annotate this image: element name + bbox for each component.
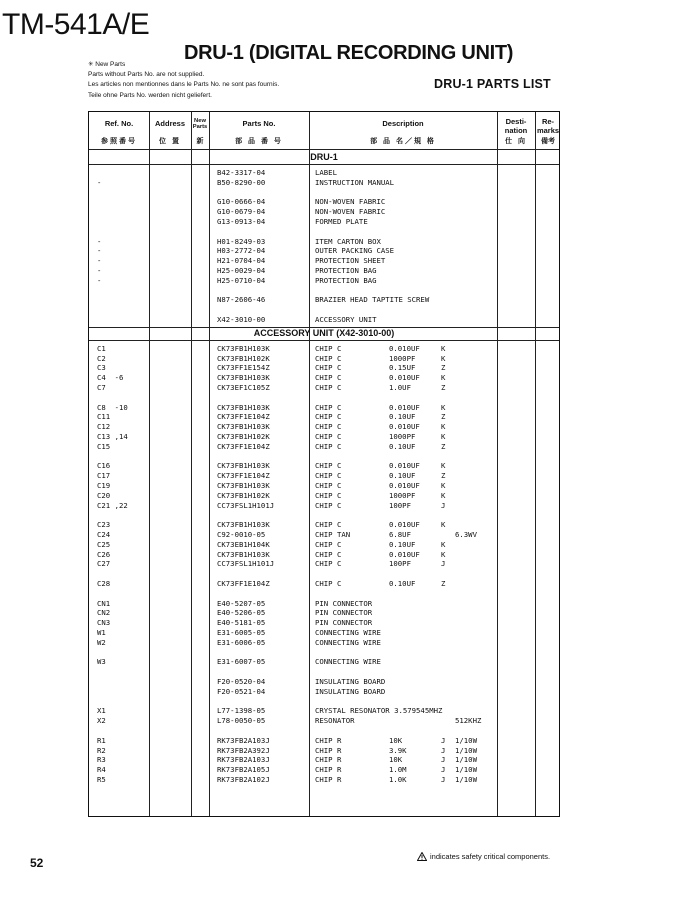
row-rating: 1/10W (455, 745, 477, 755)
row-value: 6.8UF (389, 530, 411, 539)
column-header-ref-jp: 参照番号 (101, 138, 137, 145)
row-ref: C8 -10 (97, 402, 128, 412)
row-description: CHIP C (315, 383, 342, 392)
table-row (89, 315, 559, 325)
table-row (89, 266, 559, 276)
section-rule (89, 164, 559, 165)
row-part-number: E40-5207-05 (217, 598, 266, 608)
column-header-new-line2: Parts (192, 124, 208, 131)
column-header-destination-line2: nation (504, 126, 528, 135)
row-description: CHIP C (315, 441, 342, 451)
column-header-new-jp: 新 (196, 138, 204, 145)
row-description: CHIP C (315, 579, 342, 588)
row-part-number: G10-0679-04 (217, 207, 266, 217)
row-rating: 1/10W (455, 775, 477, 784)
table-row (89, 687, 559, 697)
row-tolerance: K (441, 490, 446, 500)
row-part-number: CK73FF1E104Z (217, 441, 270, 451)
table-row (89, 520, 559, 530)
row-ref: C16 (97, 461, 111, 471)
row-description: CHIP TAN (315, 530, 351, 539)
row-part-number: RK73FB2A103J (217, 755, 270, 765)
row-part-number: CK73FF1E104Z (217, 579, 270, 588)
row-description: CHIP C (315, 343, 342, 353)
row-part-number: CK73FB1H102K (217, 490, 270, 500)
row-description: CHIP C (315, 500, 342, 510)
row-rating: 1/10W (455, 755, 477, 765)
table-row (89, 207, 559, 217)
row-part-number: CC73FSL1H101J (217, 559, 275, 569)
row-ref: C4 -6 (97, 373, 124, 383)
row-ref: R5 (97, 775, 106, 784)
row-tolerance: K (441, 422, 446, 432)
table-row (89, 599, 559, 609)
row-part-number: RK73FB2A105J (217, 765, 270, 775)
row-ref: C1 (97, 343, 106, 353)
table-row (89, 491, 559, 501)
row-value: 100PF (389, 500, 411, 510)
row-part-number: F20-0520-04 (217, 677, 266, 686)
parts-table (88, 111, 560, 817)
row-ref: - (97, 177, 102, 187)
row-ref: C27 (97, 559, 111, 569)
column-header-new (191, 118, 209, 131)
row-part-number: RK73FB2A102J (217, 775, 270, 784)
row-tolerance: Z (441, 383, 446, 392)
row-description: CHIP C (315, 471, 342, 481)
table-row (89, 579, 559, 589)
row-part-number: G13-0913-04 (217, 217, 266, 226)
row-value: 100PF (389, 559, 411, 569)
row-tolerance: K (441, 539, 446, 549)
row-ref: C7 (97, 383, 106, 392)
row-part-number: RK73FB2A392J (217, 745, 270, 755)
table-row (89, 256, 559, 266)
row-ref: - (97, 266, 102, 275)
row-part-number: B50-8290-00 (217, 177, 266, 187)
table-row (89, 246, 559, 256)
row-description: BRAZIER HEAD TAPTITE SCREW (315, 295, 430, 305)
row-description: CHIP C (315, 363, 342, 373)
table-row (89, 295, 559, 305)
section-rule (89, 340, 559, 341)
row-description: CHIP C (315, 559, 342, 569)
row-ref: C20 (97, 490, 111, 500)
table-row (89, 178, 559, 188)
table-row (89, 677, 559, 687)
table-row (89, 618, 559, 628)
row-ref: - (97, 236, 102, 246)
row-ref: C21 ,22 (97, 500, 128, 510)
row-tolerance: K (441, 402, 446, 412)
row-ref: W1 (97, 628, 106, 637)
row-value: 0.010UF (389, 481, 420, 490)
table-row (89, 638, 559, 648)
row-value: 0.010UF (389, 343, 420, 353)
row-ref: W2 (97, 637, 106, 647)
row-tolerance: Z (441, 363, 446, 373)
row-tolerance: K (441, 373, 446, 383)
row-description: CHIP C (315, 539, 342, 549)
table-row (89, 471, 559, 481)
row-description: PROTECTION BAG (315, 275, 377, 285)
column-header-new-line1: New (194, 118, 206, 124)
row-part-number: E31-6007-05 (217, 657, 266, 667)
row-ref: R3 (97, 755, 106, 765)
row-part-number: CK73FB1H103K (217, 520, 270, 530)
warning-triangle-icon (417, 852, 427, 861)
row-value: 10K (389, 755, 403, 765)
row-ref: C25 (97, 539, 111, 549)
row-part-number: H21-0704-04 (217, 256, 266, 266)
row-part-number: X42-3010-00 (217, 315, 266, 324)
column-header-destination-line1: Desti- (505, 117, 527, 126)
row-value: 0.10UF (389, 412, 416, 422)
table-row (89, 657, 559, 667)
row-description: CHIP C (315, 402, 342, 412)
row-value: 0.010UF (389, 549, 420, 559)
row-description: CONNECTING WIRE (315, 657, 381, 667)
header-rule (89, 149, 559, 150)
row-ref: C17 (97, 471, 111, 481)
row-description: CRYSTAL RESONATOR 3.579545MHZ (315, 706, 443, 716)
section-title: DRU-1 (310, 152, 338, 162)
safety-note (417, 852, 550, 861)
table-row (89, 217, 559, 227)
table-row (89, 481, 559, 491)
row-tolerance: J (441, 775, 446, 784)
row-part-number: C92-0010-05 (217, 530, 266, 539)
legend-line: Teile ohne Parts No. werden nicht geliefert. (88, 91, 212, 99)
row-description: CHIP C (315, 490, 342, 500)
column-header-description-jp: 部 品 名／規 格 (370, 138, 436, 145)
safety-note-text: indicates safety critical components. (430, 852, 551, 861)
row-tolerance: K (441, 353, 446, 363)
row-description: PROTECTION SHEET (315, 256, 386, 266)
column-header-destination-jp: 仕 向 (505, 138, 527, 145)
table-row (89, 746, 559, 756)
row-value: 1000PF (389, 353, 416, 363)
table-row (89, 422, 559, 432)
row-description: LABEL (315, 168, 337, 177)
row-tolerance: Z (441, 441, 446, 451)
table-row (89, 168, 559, 178)
row-part-number: G10-0666-04 (217, 197, 266, 207)
row-part-number: CK73FB1H102K (217, 353, 270, 363)
row-part-number: H25-0029-04 (217, 266, 266, 275)
column-header-remarks (535, 117, 561, 135)
column-header-remarks-line1: Re- (541, 117, 555, 126)
row-description: OUTER PACKING CASE (315, 246, 395, 256)
table-row (89, 363, 559, 373)
table-row (89, 550, 559, 560)
row-value: 0.010UF (389, 402, 420, 412)
table-row (89, 736, 559, 746)
row-tolerance: Z (441, 579, 446, 588)
table-row (89, 775, 559, 785)
row-ref: C26 (97, 549, 111, 559)
column-header-ref: Ref. No. (104, 119, 134, 128)
table-row (89, 354, 559, 364)
table-row (89, 530, 559, 540)
row-ref: R4 (97, 765, 106, 775)
column-header-remarks-jp: 備考 (541, 138, 555, 145)
table-row (89, 461, 559, 471)
row-tolerance: J (441, 765, 446, 775)
column-header-remarks-line2: marks (536, 126, 560, 135)
row-tolerance: Z (441, 412, 446, 422)
row-ref: C13 ,14 (97, 432, 128, 441)
row-description: CHIP R (315, 765, 342, 775)
table-row (89, 383, 559, 393)
column-header-address: Address (154, 119, 185, 128)
row-description: RESONATOR (315, 716, 355, 726)
page-title: DRU-1 (DIGITAL RECORDING UNIT) (184, 42, 514, 64)
table-row (89, 344, 559, 354)
row-description: CHIP C (315, 373, 342, 383)
row-part-number: CK73FB1H103K (217, 373, 270, 383)
table-row (89, 765, 559, 775)
table-row (89, 412, 559, 422)
row-ref: - (97, 246, 102, 256)
row-description: CHIP R (315, 755, 342, 765)
row-description: PIN CONNECTOR (315, 598, 373, 608)
row-part-number: CK73FB1H103K (217, 422, 270, 432)
row-value: 0.010UF (389, 422, 420, 432)
row-part-number: CK73FF1E104Z (217, 412, 270, 422)
row-part-number: E40-5206-05 (217, 608, 266, 618)
row-description: CHIP C (315, 353, 342, 363)
model-number: TM-541A/E (2, 8, 150, 41)
row-value: 1.0M (389, 765, 407, 775)
row-tolerance: J (441, 755, 446, 765)
row-value: 0.010UF (389, 461, 420, 471)
row-description: CHIP C (315, 432, 342, 441)
row-part-number: F20-0521-04 (217, 686, 266, 696)
row-ref: X1 (97, 706, 106, 716)
row-ref: R1 (97, 735, 106, 745)
row-ref: C24 (97, 530, 111, 539)
table-row (89, 716, 559, 726)
table-row (89, 403, 559, 413)
row-description: CHIP C (315, 520, 342, 530)
table-row (89, 237, 559, 247)
row-ref: - (97, 256, 102, 266)
row-part-number: B42-3317-04 (217, 168, 266, 177)
row-ref: - (97, 275, 102, 285)
row-ref: C3 (97, 363, 106, 373)
section-title: ACCESSORY UNIT (X42-3010-00) (253, 327, 395, 338)
row-description: CONNECTING WIRE (315, 637, 381, 647)
table-row (89, 432, 559, 442)
row-description: INSULATING BOARD (315, 677, 386, 686)
row-part-number: CK73EB1H104K (217, 539, 270, 549)
row-part-number: E31-6006-05 (217, 637, 266, 647)
column-header-address-jp: 位 置 (159, 138, 181, 145)
row-rating: 1/10W (455, 765, 477, 775)
row-part-number: E31-6005-05 (217, 628, 266, 637)
row-tolerance: K (441, 520, 446, 530)
row-tolerance: K (441, 432, 446, 441)
row-part-number: CK73FB1H103K (217, 481, 270, 490)
row-description: CHIP C (315, 481, 342, 490)
row-part-number: CK73FB1H103K (217, 461, 270, 471)
table-row (89, 608, 559, 618)
row-description: CHIP C (315, 422, 342, 432)
row-ref: CN1 (97, 598, 111, 608)
row-tolerance: K (441, 461, 446, 471)
row-rating: 6.3WV (455, 530, 477, 539)
row-description: CHIP C (315, 549, 342, 559)
row-part-number: CK73EF1C105Z (217, 383, 270, 392)
column-header-parts-no: Parts No. (242, 119, 276, 128)
row-tolerance: J (441, 735, 446, 745)
row-value: 0.10UF (389, 579, 416, 588)
row-description: PIN CONNECTOR (315, 608, 373, 618)
row-value: 1.0K (389, 775, 407, 784)
row-tolerance: J (441, 745, 446, 755)
row-ref: C11 (97, 412, 111, 422)
row-ref: X2 (97, 716, 106, 726)
row-description: ACCESSORY UNIT (315, 315, 377, 324)
row-part-number: CK73FB1H103K (217, 343, 270, 353)
table-row (89, 276, 559, 286)
table-row (89, 628, 559, 638)
row-description: CHIP R (315, 775, 342, 784)
table-row (89, 373, 559, 383)
row-value: 0.010UF (389, 373, 420, 383)
row-part-number: CK73FB1H103K (217, 549, 270, 559)
table-row (89, 197, 559, 207)
row-part-number: CK73FB1H103K (217, 402, 270, 412)
row-part-number: H01-8249-03 (217, 236, 266, 246)
row-description: CONNECTING WIRE (315, 628, 381, 637)
parts-list-title: DRU-1 PARTS LIST (434, 77, 551, 91)
row-value: 1000PF (389, 490, 416, 500)
row-ref: CN2 (97, 608, 111, 618)
row-value: 0.15UF (389, 363, 416, 373)
row-tolerance: K (441, 549, 446, 559)
row-description: ITEM CARTON BOX (315, 236, 381, 246)
row-ref: C23 (97, 520, 111, 530)
row-part-number: CK73FB1H102K (217, 432, 270, 441)
row-part-number: CK73FF1E104Z (217, 471, 270, 481)
row-part-number: L77-1398-05 (217, 706, 266, 716)
row-value: 0.10UF (389, 471, 416, 481)
column-header-destination (497, 117, 535, 135)
row-description: INSTRUCTION MANUAL (315, 177, 395, 187)
row-rating: 512KHZ (455, 716, 482, 726)
row-value: 0.10UF (389, 539, 416, 549)
row-tolerance: Z (441, 471, 446, 481)
row-value: 1000PF (389, 432, 416, 441)
row-description: CHIP C (315, 412, 342, 422)
row-description: INSULATING BOARD (315, 686, 386, 696)
row-description: PROTECTION BAG (315, 266, 377, 275)
row-part-number: H25-0710-04 (217, 275, 266, 285)
row-ref: C28 (97, 579, 111, 588)
row-tolerance: J (441, 559, 446, 569)
table-row (89, 706, 559, 716)
row-part-number: N87-2606-46 (217, 295, 266, 305)
row-tolerance: K (441, 481, 446, 490)
row-description: NON-WOVEN FABRIC (315, 207, 386, 217)
legend-line: ✳ New Parts (88, 61, 126, 68)
row-description: CHIP R (315, 735, 342, 745)
row-rating: 1/10W (455, 735, 477, 745)
row-ref: CN3 (97, 618, 111, 628)
row-ref: C12 (97, 422, 111, 432)
legend-line: Les articles non mentionnes dans le Parts No. ne sont pas fournis. (88, 81, 280, 89)
row-tolerance: J (441, 500, 446, 510)
row-ref: W3 (97, 657, 106, 667)
row-description: PIN CONNECTOR (315, 618, 373, 628)
row-part-number: RK73FB2A103J (217, 735, 270, 745)
row-value: 3.9K (389, 745, 407, 755)
legend (88, 60, 279, 101)
legend-line: Parts without Parts No. are not supplied. (88, 71, 205, 79)
row-tolerance: K (441, 343, 446, 353)
row-part-number: H03-2772-04 (217, 246, 266, 256)
row-description: CHIP R (315, 745, 342, 755)
table-row (89, 442, 559, 452)
column-header-parts-no-jp: 部 品 番 号 (235, 138, 283, 145)
table-row (89, 755, 559, 765)
row-ref: C19 (97, 481, 111, 490)
row-value: 0.010UF (389, 520, 420, 530)
table-row (89, 540, 559, 550)
column-header-description: Description (382, 119, 424, 128)
row-value: 1.0UF (389, 383, 411, 392)
row-part-number: E40-5181-05 (217, 618, 266, 628)
row-description: FORMED PLATE (315, 217, 368, 226)
row-value: 0.10UF (389, 441, 416, 451)
row-ref: C2 (97, 353, 106, 363)
row-part-number: CK73FF1E154Z (217, 363, 270, 373)
row-value: 10K (389, 735, 403, 745)
row-description: NON-WOVEN FABRIC (315, 197, 386, 207)
page-number: 52 (30, 856, 44, 870)
row-part-number: CC73FSL1H101J (217, 500, 275, 510)
table-row (89, 501, 559, 511)
row-description: CHIP C (315, 461, 342, 471)
row-part-number: L78-0050-05 (217, 716, 266, 726)
row-ref: R2 (97, 745, 106, 755)
table-row (89, 559, 559, 569)
row-ref: C15 (97, 441, 111, 451)
